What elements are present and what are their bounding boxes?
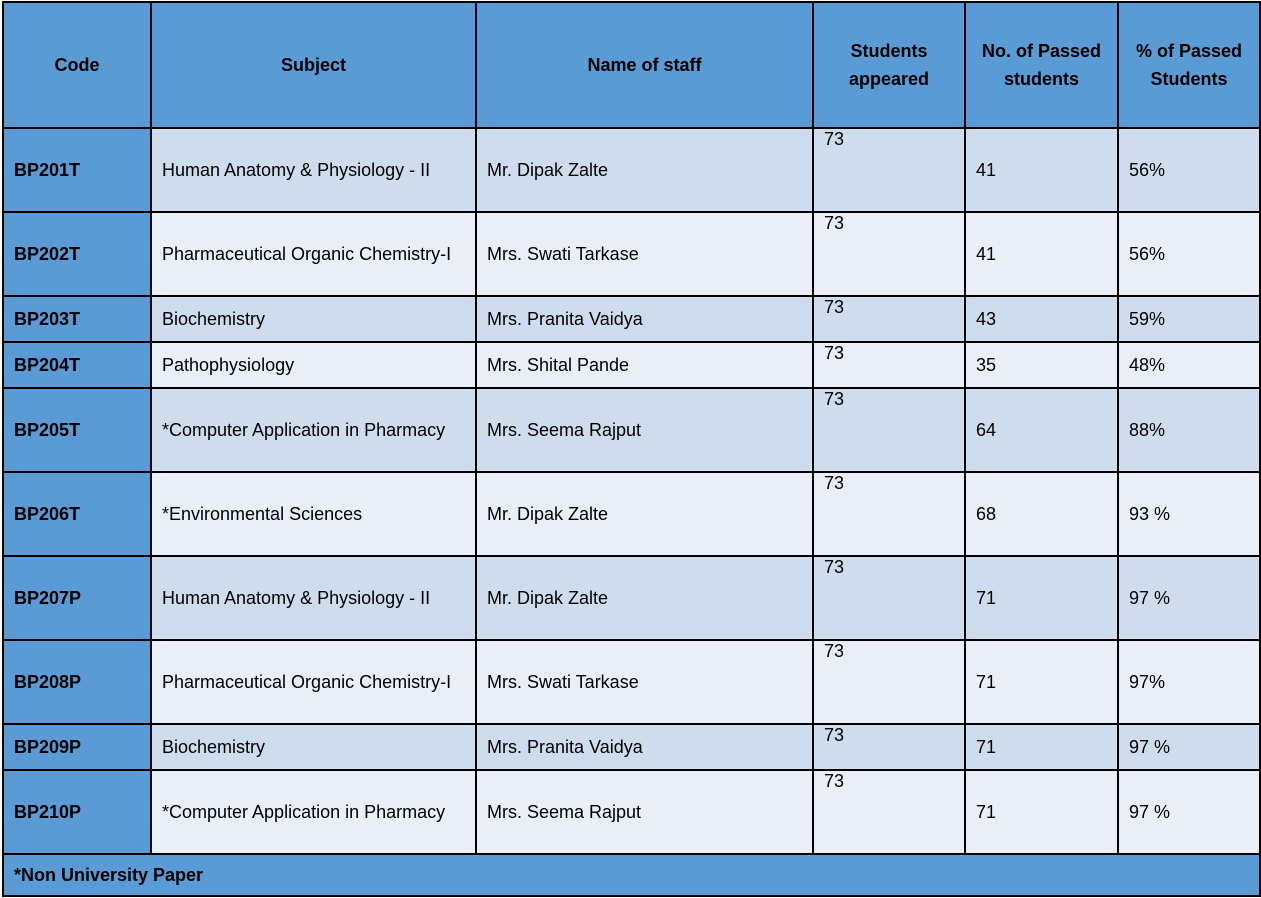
cell-code: BP208P: [3, 640, 151, 724]
cell-subject: Human Anatomy & Physiology - II: [151, 556, 476, 640]
cell-subject: *Computer Application in Pharmacy: [151, 770, 476, 854]
cell-code: BP202T: [3, 212, 151, 296]
cell-percent: 59%: [1118, 296, 1260, 342]
cell-percent: 56%: [1118, 212, 1260, 296]
cell-appeared: 73: [813, 640, 965, 724]
cell-staff: Mr. Dipak Zalte: [476, 128, 813, 212]
cell-percent: 56%: [1118, 128, 1260, 212]
cell-code: BP203T: [3, 296, 151, 342]
cell-code: BP205T: [3, 388, 151, 472]
cell-appeared: 73: [813, 472, 965, 556]
cell-appeared: 73: [813, 342, 965, 388]
header-passed: No. of Passed students: [965, 2, 1118, 128]
cell-staff: Mrs. Seema Rajput: [476, 770, 813, 854]
header-row: [3, 2, 1260, 128]
table-row: [3, 388, 1260, 472]
cell-code: BP209P: [3, 724, 151, 770]
cell-code: BP201T: [3, 128, 151, 212]
cell-passed: 71: [965, 640, 1118, 724]
cell-percent: 48%: [1118, 342, 1260, 388]
table-row: [3, 342, 1260, 388]
cell-subject: Biochemistry: [151, 296, 476, 342]
cell-percent: 97 %: [1118, 770, 1260, 854]
table-row: [3, 472, 1260, 556]
cell-passed: 41: [965, 128, 1118, 212]
cell-subject: Pathophysiology: [151, 342, 476, 388]
cell-subject: *Computer Application in Pharmacy: [151, 388, 476, 472]
cell-subject: Human Anatomy & Physiology - II: [151, 128, 476, 212]
cell-passed: 64: [965, 388, 1118, 472]
cell-appeared: 73: [813, 388, 965, 472]
cell-staff: Mrs. Pranita Vaidya: [476, 296, 813, 342]
cell-percent: 97 %: [1118, 724, 1260, 770]
cell-subject: Biochemistry: [151, 724, 476, 770]
table-row: [3, 640, 1260, 724]
table-body: [3, 128, 1260, 854]
cell-passed: 71: [965, 770, 1118, 854]
header-staff: Name of staff: [476, 2, 813, 128]
cell-subject: *Environmental Sciences: [151, 472, 476, 556]
table-row: [3, 724, 1260, 770]
header-appeared: Students appeared: [813, 2, 965, 128]
cell-percent: 97 %: [1118, 556, 1260, 640]
results-table: [2, 1, 1261, 897]
footnote-row: [3, 854, 1260, 896]
cell-passed: 43: [965, 296, 1118, 342]
table-row: [3, 556, 1260, 640]
cell-percent: 88%: [1118, 388, 1260, 472]
cell-code: BP206T: [3, 472, 151, 556]
table-row: [3, 296, 1260, 342]
cell-appeared: 73: [813, 770, 965, 854]
cell-passed: 71: [965, 724, 1118, 770]
cell-staff: Mrs. Seema Rajput: [476, 388, 813, 472]
cell-appeared: 73: [813, 724, 965, 770]
cell-appeared: 73: [813, 556, 965, 640]
cell-appeared: 73: [813, 128, 965, 212]
cell-code: BP204T: [3, 342, 151, 388]
table-row: [3, 770, 1260, 854]
cell-code: BP210P: [3, 770, 151, 854]
footnote: *Non University Paper: [3, 854, 1260, 896]
cell-code: BP207P: [3, 556, 151, 640]
cell-staff: Mr. Dipak Zalte: [476, 556, 813, 640]
cell-passed: 35: [965, 342, 1118, 388]
table-row: [3, 128, 1260, 212]
cell-percent: 97%: [1118, 640, 1260, 724]
cell-appeared: 73: [813, 212, 965, 296]
header-subject: Subject: [151, 2, 476, 128]
cell-passed: 41: [965, 212, 1118, 296]
cell-staff: Mrs. Swati Tarkase: [476, 212, 813, 296]
cell-staff: Mrs. Swati Tarkase: [476, 640, 813, 724]
cell-passed: 71: [965, 556, 1118, 640]
cell-percent: 93 %: [1118, 472, 1260, 556]
table-row: [3, 212, 1260, 296]
header-code: Code: [3, 2, 151, 128]
cell-appeared: 73: [813, 296, 965, 342]
cell-staff: Mrs. Shital Pande: [476, 342, 813, 388]
cell-subject: Pharmaceutical Organic Chemistry-I: [151, 212, 476, 296]
cell-staff: Mrs. Pranita Vaidya: [476, 724, 813, 770]
header-percent: % of Passed Students: [1118, 2, 1260, 128]
cell-subject: Pharmaceutical Organic Chemistry-I: [151, 640, 476, 724]
cell-staff: Mr. Dipak Zalte: [476, 472, 813, 556]
cell-passed: 68: [965, 472, 1118, 556]
